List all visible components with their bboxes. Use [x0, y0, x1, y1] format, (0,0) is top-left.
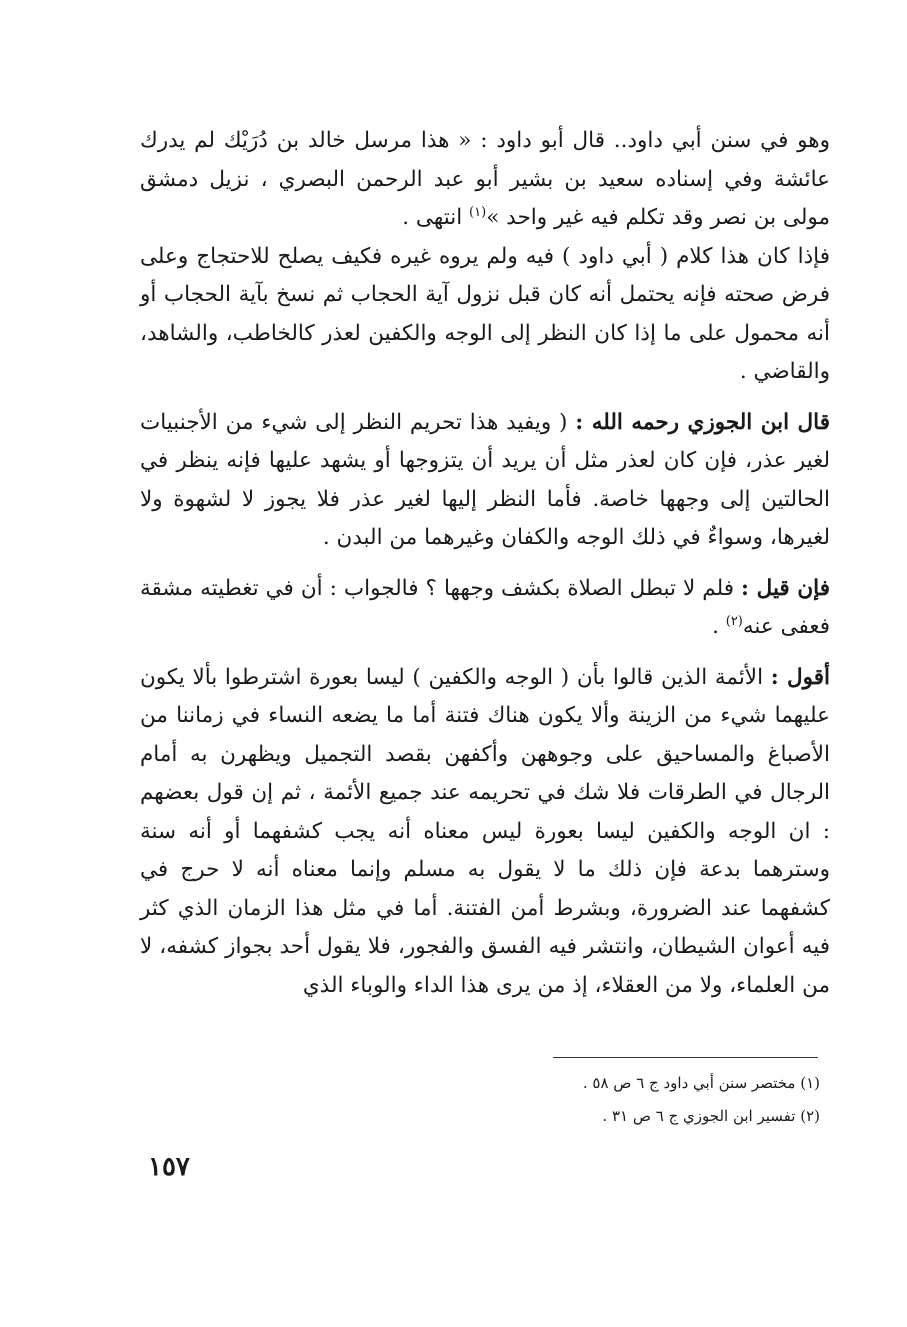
footnotes [440, 1067, 820, 1133]
footnote-2: (٢) تفسير ابن الجوزي ج ٦ ص ٣١ . [602, 1107, 820, 1125]
footnote-1: (١) مختصر سنن أبي داود ج ٦ ص ٥٨ . [582, 1074, 820, 1092]
paragraph-5-lead: أقول : [770, 664, 830, 690]
paragraph-4-lead: فإن قيل : [741, 575, 830, 601]
paragraph-4-text: فلم لا تبطل الصلاة بكشف وجهها ؟ فالجواب : أن في تغطيته مشقة فعفى عنه [140, 575, 830, 639]
footnote-ref-1: (١) [469, 204, 487, 220]
paragraph-1-tail: انتهى . [402, 205, 470, 230]
paragraph-4 [140, 570, 830, 647]
paragraph-1 [140, 122, 830, 238]
footnote-divider [553, 1057, 818, 1058]
paragraph-5-text: الأئمة الذين قالوا بأن ( الوجه والكفين ) ليسا بعورة اشترطوا بألا يكون عليهما شيء من الزينة وألا يكون هناك فتنة أما ما يضعه النساء في زماننا من الأصباغ والمساحيق على وجوههن وأكفهن بقصد التجميل ويظهرن به أمام الرجال في الطرقات فلا شك في تحريمه عند جميع الأئمة ، ثم إن قول بعضهم : ان الوجه والكفين ليسا بعورة ليس معناه أنه يجب كشفهما أو أنه سنة وسترهما بدعة فإن ذلك ما لا يقول به مسلم وإنما معناه أنه لا حرج في كشفهما عند الضرورة، وبشرط أمن الفتنة. أما في مثل هذا الزمان الذي كثر فيه أعوان الشيطان، وانتشر فيه الفسق والفجور، فلا يقول أحد بجواز كشفه، لا من العلماء، ولا من العقلاء، إذ من يرى هذا الداء والوباء الذي [140, 664, 830, 998]
page-number: ١٥٧ [148, 1152, 190, 1182]
paragraph-4-tail: . [712, 614, 726, 639]
main-text [140, 122, 830, 1005]
paragraph-5 [140, 659, 830, 1006]
paragraph-2 [140, 238, 830, 392]
paragraph-3-lead: قال ابن الجوزي رحمه الله : [575, 409, 830, 435]
paragraph-2-text: فإذا كان هذا كلام ( أبي داود ) فيه ولم يروه غيره فكيف يصلح للاحتجاج وعلى فرض صحته فإنه يحتمل أنه كان قبل نزول آية الحجاب ثم نسخ بآية الحجاب أو أنه محمول على ما إذا كان النظر إلى الوجه والكفين لعذر كالخاطب، والشاهد، والقاضي . [140, 243, 830, 384]
paragraph-3-text: ( ويفيد هذا تحريم النظر إلى شيء من الأجنبيات لغير عذر، فإن كان لعذر مثل أن يريد أن يتزوجها أو يشهد عليها فإنه ينظر في الحالتين إلى وجهها خاصة. فأما النظر إليها لغير عذر فلا يجوز لا لشهوة ولا لغيرها، وسواءٌ في ذلك الوجه والكفان وغيرهما من البدن . [140, 409, 830, 550]
paragraph-3 [140, 404, 830, 558]
paragraph-1-text: وهو في سنن أبي داود.. قال أبو داود : « هذا مرسل خالد بن دُرَيْك لم يدرك عائشة وفي إسناده سعيد بن بشير أبو عبد الرحمن البصري ، نزيل دمشق مولى بن نصر وقد تكلم فيه غير واحد » [140, 128, 830, 230]
footnote-ref-2: (٢) [725, 613, 743, 629]
